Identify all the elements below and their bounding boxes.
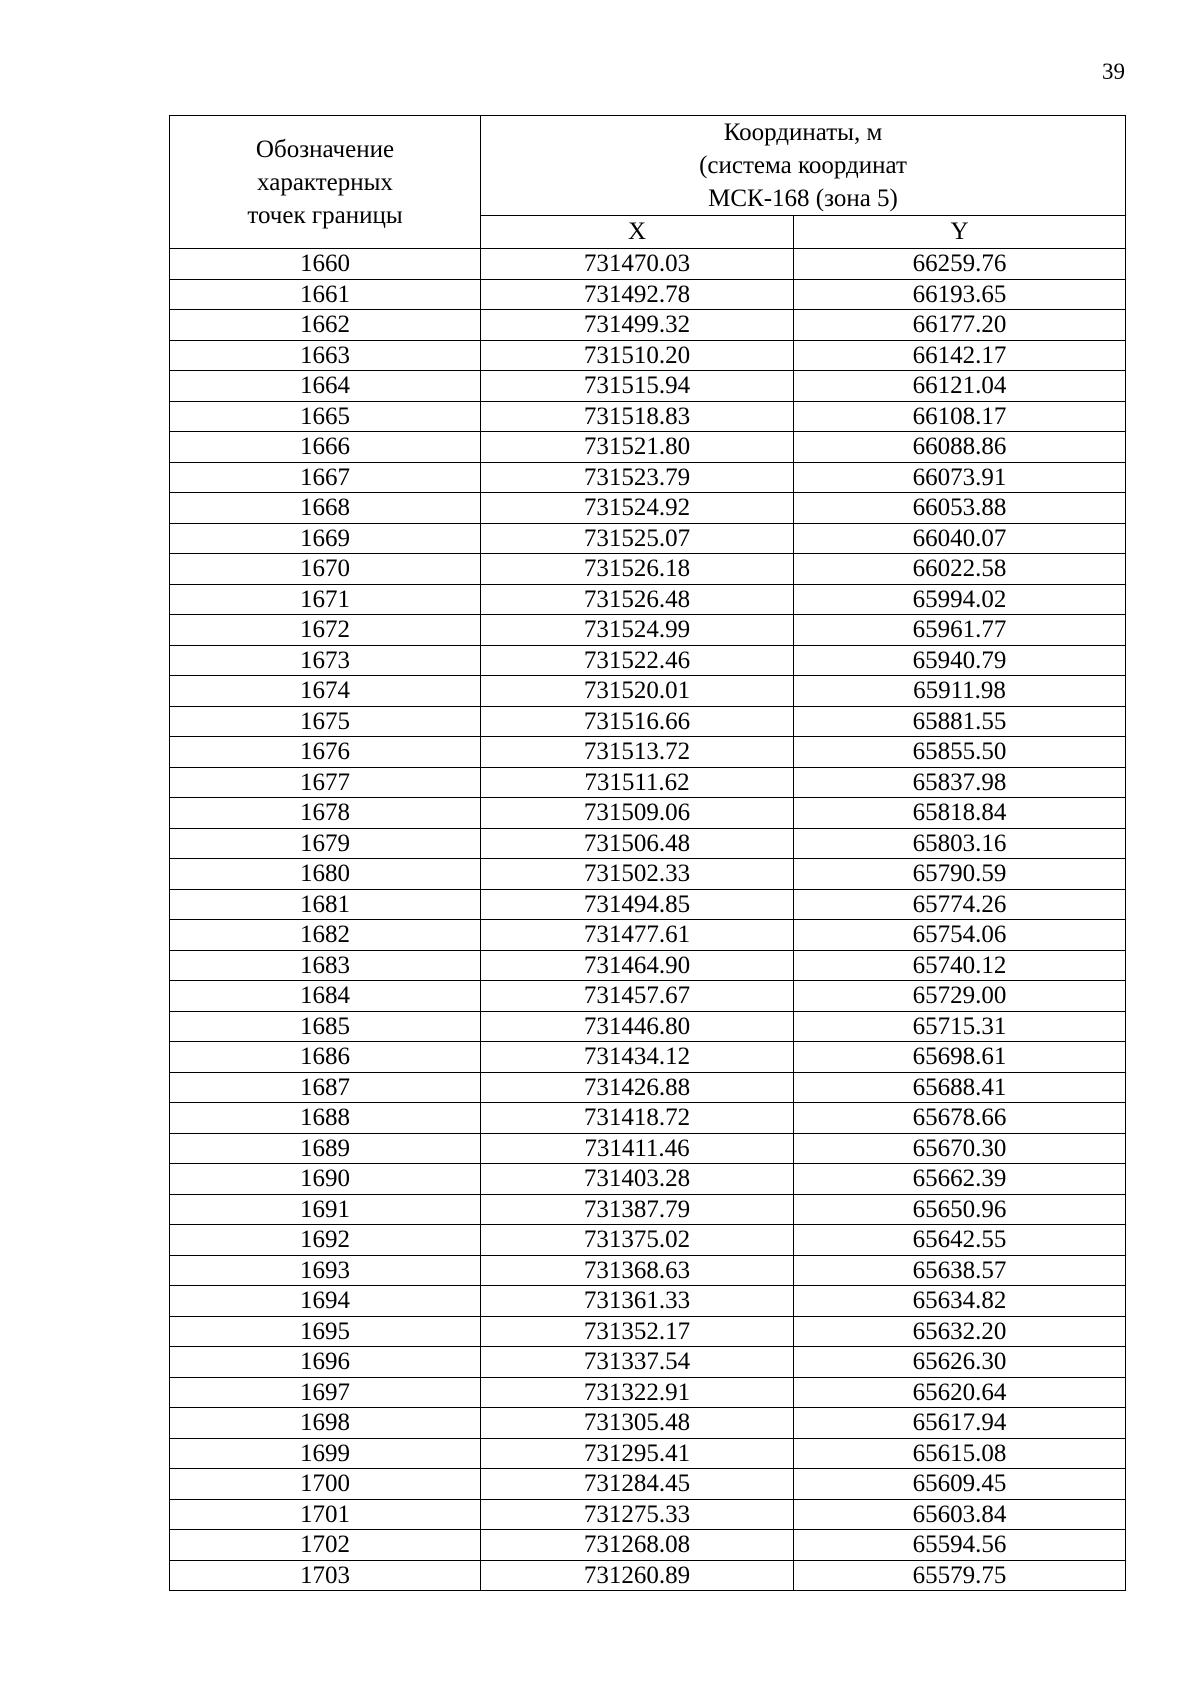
x-coordinate-cell: 731403.28	[481, 1164, 794, 1195]
x-coordinate-cell: 731494.85	[481, 889, 794, 920]
table-row	[170, 737, 1126, 768]
y-coordinate-cell: 65626.30	[794, 1347, 1126, 1378]
point-number-cell: 1671	[170, 584, 481, 615]
table-row	[170, 493, 1126, 524]
y-coordinate-cell: 65940.79	[794, 645, 1126, 676]
x-coordinate-cell: 731275.33	[481, 1499, 794, 1530]
table-row	[170, 523, 1126, 554]
table-row	[170, 798, 1126, 829]
y-coordinate-cell: 65803.16	[794, 828, 1126, 859]
x-coordinate-cell: 731522.46	[481, 645, 794, 676]
point-number-cell: 1698	[170, 1408, 481, 1439]
point-number-cell: 1684	[170, 981, 481, 1012]
y-coordinate-cell: 65617.94	[794, 1408, 1126, 1439]
table-row	[170, 645, 1126, 676]
y-coordinate-cell: 66177.20	[794, 310, 1126, 341]
x-coordinate-cell: 731411.46	[481, 1133, 794, 1164]
point-number-cell: 1672	[170, 615, 481, 646]
point-number-cell: 1686	[170, 1042, 481, 1073]
point-number-cell: 1702	[170, 1530, 481, 1561]
y-coordinate-cell: 65855.50	[794, 737, 1126, 768]
point-header-line: точек границы	[247, 201, 403, 229]
point-number-cell: 1685	[170, 1011, 481, 1042]
x-coordinate-cell: 731446.80	[481, 1011, 794, 1042]
y-coordinate-cell: 65881.55	[794, 706, 1126, 737]
point-number-cell: 1675	[170, 706, 481, 737]
x-coordinate-cell: 731426.88	[481, 1072, 794, 1103]
table-row	[170, 828, 1126, 859]
x-coordinate-cell: 731352.17	[481, 1316, 794, 1347]
y-coordinate-cell: 65609.45	[794, 1469, 1126, 1500]
point-number-cell: 1699	[170, 1438, 481, 1469]
coordinates-header	[481, 116, 1126, 216]
point-number-cell: 1663	[170, 340, 481, 371]
table-row	[170, 1438, 1126, 1469]
coords-header-line: Координаты, м	[723, 119, 883, 146]
x-coordinate-cell: 731477.61	[481, 920, 794, 951]
table-row	[170, 249, 1126, 280]
point-number-cell: 1703	[170, 1560, 481, 1591]
coordinates-table	[169, 115, 1126, 1591]
y-coordinate-cell: 65638.57	[794, 1255, 1126, 1286]
y-coordinate-cell: 65790.59	[794, 859, 1126, 890]
table-row	[170, 1316, 1126, 1347]
x-coordinate-cell: 731305.48	[481, 1408, 794, 1439]
table-row	[170, 767, 1126, 798]
y-coordinate-cell: 65774.26	[794, 889, 1126, 920]
table-row	[170, 1164, 1126, 1195]
point-number-cell: 1690	[170, 1164, 481, 1195]
table-row	[170, 920, 1126, 951]
y-coordinate-cell: 65678.66	[794, 1103, 1126, 1134]
table-body	[170, 249, 1126, 1591]
table-row	[170, 1530, 1126, 1561]
x-coordinate-cell: 731524.92	[481, 493, 794, 524]
x-coordinate-cell: 731284.45	[481, 1469, 794, 1500]
table-row	[170, 1347, 1126, 1378]
x-coordinate-cell: 731268.08	[481, 1530, 794, 1561]
x-coordinate-cell: 731434.12	[481, 1042, 794, 1073]
table-row	[170, 859, 1126, 890]
point-number-cell: 1689	[170, 1133, 481, 1164]
x-coordinate-cell: 731523.79	[481, 462, 794, 493]
point-number-cell: 1694	[170, 1286, 481, 1317]
x-coordinate-cell: 731295.41	[481, 1438, 794, 1469]
point-number-cell: 1669	[170, 523, 481, 554]
x-coordinate-cell: 731387.79	[481, 1194, 794, 1225]
y-column-header: Y	[794, 216, 1126, 249]
table-row	[170, 310, 1126, 341]
point-number-cell: 1676	[170, 737, 481, 768]
point-number-cell: 1683	[170, 950, 481, 981]
table-row	[170, 889, 1126, 920]
table-row	[170, 950, 1126, 981]
y-coordinate-cell: 65634.82	[794, 1286, 1126, 1317]
y-coordinate-cell: 65715.31	[794, 1011, 1126, 1042]
table-row	[170, 1011, 1126, 1042]
table-row	[170, 676, 1126, 707]
table-row	[170, 554, 1126, 585]
table-row	[170, 432, 1126, 463]
y-coordinate-cell: 65594.56	[794, 1530, 1126, 1561]
y-coordinate-cell: 65911.98	[794, 676, 1126, 707]
x-coordinate-cell: 731260.89	[481, 1560, 794, 1591]
table-row	[170, 1408, 1126, 1439]
x-coordinate-cell: 731368.63	[481, 1255, 794, 1286]
y-coordinate-cell: 65688.41	[794, 1072, 1126, 1103]
point-number-cell: 1674	[170, 676, 481, 707]
point-number-cell: 1696	[170, 1347, 481, 1378]
x-coordinate-cell: 731526.48	[481, 584, 794, 615]
x-coordinate-cell: 731521.80	[481, 432, 794, 463]
point-number-cell: 1701	[170, 1499, 481, 1530]
point-number-cell: 1700	[170, 1469, 481, 1500]
y-coordinate-cell: 66053.88	[794, 493, 1126, 524]
point-number-cell: 1668	[170, 493, 481, 524]
table-row	[170, 340, 1126, 371]
point-header-line: Обозначение	[255, 135, 395, 163]
table-row	[170, 1042, 1126, 1073]
point-number-cell: 1677	[170, 767, 481, 798]
table-row	[170, 981, 1126, 1012]
table-row	[170, 1286, 1126, 1317]
x-coordinate-cell: 731492.78	[481, 279, 794, 310]
y-coordinate-cell: 66088.86	[794, 432, 1126, 463]
point-number-cell: 1682	[170, 920, 481, 951]
y-coordinate-cell: 66073.91	[794, 462, 1126, 493]
y-coordinate-cell: 65615.08	[794, 1438, 1126, 1469]
y-coordinate-cell: 65961.77	[794, 615, 1126, 646]
x-coordinate-cell: 731418.72	[481, 1103, 794, 1134]
x-coordinate-cell: 731499.32	[481, 310, 794, 341]
point-number-cell: 1670	[170, 554, 481, 585]
point-designation-header	[170, 116, 481, 249]
table-row	[170, 1377, 1126, 1408]
point-number-cell: 1666	[170, 432, 481, 463]
table-row	[170, 1469, 1126, 1500]
y-coordinate-cell: 66108.17	[794, 401, 1126, 432]
x-coordinate-cell: 731513.72	[481, 737, 794, 768]
table-row	[170, 706, 1126, 737]
point-number-cell: 1688	[170, 1103, 481, 1134]
x-coordinate-cell: 731464.90	[481, 950, 794, 981]
y-coordinate-cell: 65729.00	[794, 981, 1126, 1012]
table-row	[170, 1072, 1126, 1103]
point-number-cell: 1660	[170, 249, 481, 280]
coords-header-line: (система координат	[699, 152, 907, 179]
x-coordinate-cell: 731515.94	[481, 371, 794, 402]
x-coordinate-cell: 731457.67	[481, 981, 794, 1012]
table-row	[170, 1225, 1126, 1256]
point-number-cell: 1662	[170, 310, 481, 341]
y-coordinate-cell: 66193.65	[794, 279, 1126, 310]
y-coordinate-cell: 66022.58	[794, 554, 1126, 585]
y-coordinate-cell: 65579.75	[794, 1560, 1126, 1591]
y-coordinate-cell: 65818.84	[794, 798, 1126, 829]
point-number-cell: 1695	[170, 1316, 481, 1347]
table-row	[170, 462, 1126, 493]
table-row	[170, 1255, 1126, 1286]
y-coordinate-cell: 65670.30	[794, 1133, 1126, 1164]
y-coordinate-cell: 66121.04	[794, 371, 1126, 402]
y-coordinate-cell: 66259.76	[794, 249, 1126, 280]
y-coordinate-cell: 65837.98	[794, 767, 1126, 798]
y-coordinate-cell: 65650.96	[794, 1194, 1126, 1225]
table-row	[170, 1560, 1126, 1591]
page-number: 39	[1102, 59, 1125, 84]
point-number-cell: 1673	[170, 645, 481, 676]
y-coordinate-cell: 65740.12	[794, 950, 1126, 981]
coords-header-line: МСК-168 (зона 5)	[708, 185, 898, 212]
table-row	[170, 615, 1126, 646]
y-coordinate-cell: 65994.02	[794, 584, 1126, 615]
x-coordinate-cell: 731361.33	[481, 1286, 794, 1317]
table-row	[170, 1194, 1126, 1225]
y-coordinate-cell: 66142.17	[794, 340, 1126, 371]
x-coordinate-cell: 731506.48	[481, 828, 794, 859]
table-row	[170, 1103, 1126, 1134]
x-coordinate-cell: 731511.62	[481, 767, 794, 798]
x-coordinate-cell: 731509.06	[481, 798, 794, 829]
x-coordinate-cell: 731322.91	[481, 1377, 794, 1408]
point-number-cell: 1693	[170, 1255, 481, 1286]
table-row	[170, 584, 1126, 615]
table-row	[170, 1133, 1126, 1164]
x-column-header: X	[481, 216, 794, 249]
x-coordinate-cell: 731337.54	[481, 1347, 794, 1378]
y-coordinate-cell: 65662.39	[794, 1164, 1126, 1195]
y-coordinate-cell: 65620.64	[794, 1377, 1126, 1408]
x-coordinate-cell: 731375.02	[481, 1225, 794, 1256]
x-coordinate-cell: 731526.18	[481, 554, 794, 585]
x-coordinate-cell: 731502.33	[481, 859, 794, 890]
point-number-cell: 1679	[170, 828, 481, 859]
y-coordinate-cell: 65603.84	[794, 1499, 1126, 1530]
table-header	[170, 116, 1126, 249]
point-number-cell: 1687	[170, 1072, 481, 1103]
x-coordinate-cell: 731510.20	[481, 340, 794, 371]
x-coordinate-cell: 731470.03	[481, 249, 794, 280]
y-coordinate-cell: 66040.07	[794, 523, 1126, 554]
point-number-cell: 1680	[170, 859, 481, 890]
y-coordinate-cell: 65642.55	[794, 1225, 1126, 1256]
x-coordinate-cell: 731520.01	[481, 676, 794, 707]
point-number-cell: 1665	[170, 401, 481, 432]
y-coordinate-cell: 65754.06	[794, 920, 1126, 951]
point-number-cell: 1678	[170, 798, 481, 829]
point-number-cell: 1681	[170, 889, 481, 920]
table-row	[170, 279, 1126, 310]
table-row	[170, 371, 1126, 402]
table-row	[170, 401, 1126, 432]
point-number-cell: 1661	[170, 279, 481, 310]
x-coordinate-cell: 731516.66	[481, 706, 794, 737]
point-number-cell: 1691	[170, 1194, 481, 1225]
point-number-cell: 1697	[170, 1377, 481, 1408]
point-header-line: характерных	[257, 168, 393, 196]
y-coordinate-cell: 65632.20	[794, 1316, 1126, 1347]
x-coordinate-cell: 731525.07	[481, 523, 794, 554]
point-number-cell: 1667	[170, 462, 481, 493]
point-number-cell: 1664	[170, 371, 481, 402]
y-coordinate-cell: 65698.61	[794, 1042, 1126, 1073]
point-number-cell: 1692	[170, 1225, 481, 1256]
x-coordinate-cell: 731518.83	[481, 401, 794, 432]
table-row	[170, 1499, 1126, 1530]
x-coordinate-cell: 731524.99	[481, 615, 794, 646]
